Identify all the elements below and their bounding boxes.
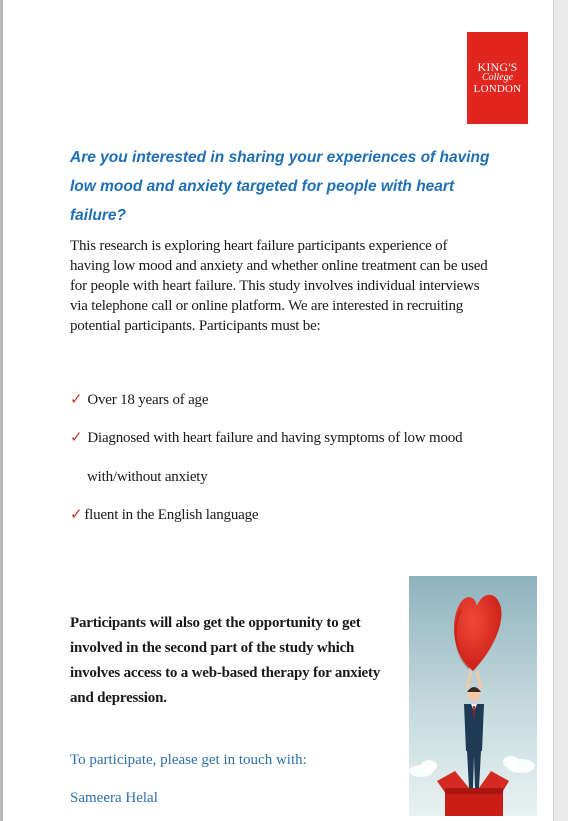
check-icon: ✓	[70, 507, 83, 523]
logo-line-college: College	[481, 72, 514, 83]
kings-college-london-logo	[467, 32, 528, 124]
opportunity-paragraph: Participants will also get the opportunity to get involved in the second part of the study which involves access to a web-based therapy for anxiety and depression.	[70, 615, 381, 706]
criterion-age	[70, 390, 208, 410]
page-right-margin	[553, 0, 568, 821]
logo-line-london: LONDON	[473, 83, 522, 95]
check-icon: ✓	[70, 392, 83, 408]
intro-paragraph: This research is exploring heart failure participants experience of having low mood and anxiety and whether online treatment can be used for people with heart failure. This study involves individual interviews via telephone call or online platform. We are interested in recruiting potential participants. Participants must be:	[70, 238, 488, 334]
headline: Are you interested in sharing your experiences of having low mood and anxiety targeted for people with heart failure?	[70, 149, 490, 224]
contact-label: To participate, please get in touch with:	[70, 752, 307, 768]
page-left-edge	[0, 0, 3, 821]
criterion-diagnosis-continued	[87, 467, 208, 487]
check-icon: ✓	[70, 430, 83, 446]
criterion-text: fluent in the English language	[84, 507, 259, 523]
heart-balloon-illustration	[409, 576, 537, 816]
criterion-language	[70, 505, 258, 525]
criterion-text: Over 18 years of age	[87, 392, 209, 408]
logo-line-kings: KING'S	[477, 60, 518, 74]
heart-balloon-illustration-svg	[409, 576, 537, 816]
contact-name: Sameera Helal	[70, 790, 158, 806]
criterion-diagnosis	[70, 428, 462, 448]
criterion-text: with/without anxiety	[87, 469, 208, 485]
criterion-text: Diagnosed with heart failure and having symptoms of low mood	[87, 430, 463, 446]
